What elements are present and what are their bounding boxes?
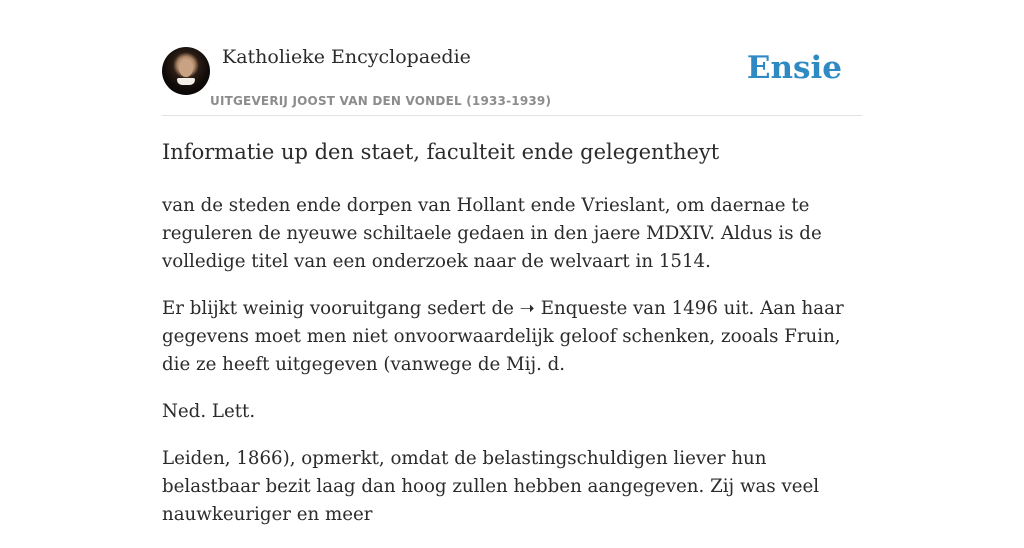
encyclopedia-name[interactable]: Katholieke Encyclopaedie — [222, 46, 471, 68]
article-paragraph: Er blijkt weinig vooruitgang sedert de ➝ Enqueste van 1496 uit. Aan haar gegevens moet men niet onvoorwaardelijk geloof schenken, zooals Fruin, die ze heeft uitgegeven (vanwege de Mij. d. — [162, 298, 844, 375]
article-paragraph: van de steden ende dorpen van Hollant ende Vrieslant, om daernae te reguleren de nyeuwe schiltaele gedaen in den jaere MDXIV. Aldus is de volledige titel van een onderzoek naar de welvaart in 1514. — [162, 195, 822, 272]
article-paragraph: Ned. Lett. — [162, 401, 256, 422]
site-header — [162, 40, 862, 116]
portrait-face — [179, 59, 193, 77]
article-body — [162, 192, 862, 548]
ensie-logo-link[interactable]: Ensie — [746, 50, 842, 86]
article-title: Informatie up den staet, faculteit ende gelegentheyt — [162, 140, 720, 164]
article-paragraph: Leiden, 1866), opmerkt, omdat de belastingschuldigen liever hun belastbaar bezit laag dan hoog zullen hebben aangegeven. Zij was veel nauwkeuriger en meer — [162, 448, 820, 525]
portrait-collar — [177, 78, 195, 85]
encyclopedia-avatar[interactable] — [162, 47, 210, 95]
publisher-label: UITGEVERIJ JOOST VAN DEN VONDEL (1933-1939) — [210, 94, 552, 108]
